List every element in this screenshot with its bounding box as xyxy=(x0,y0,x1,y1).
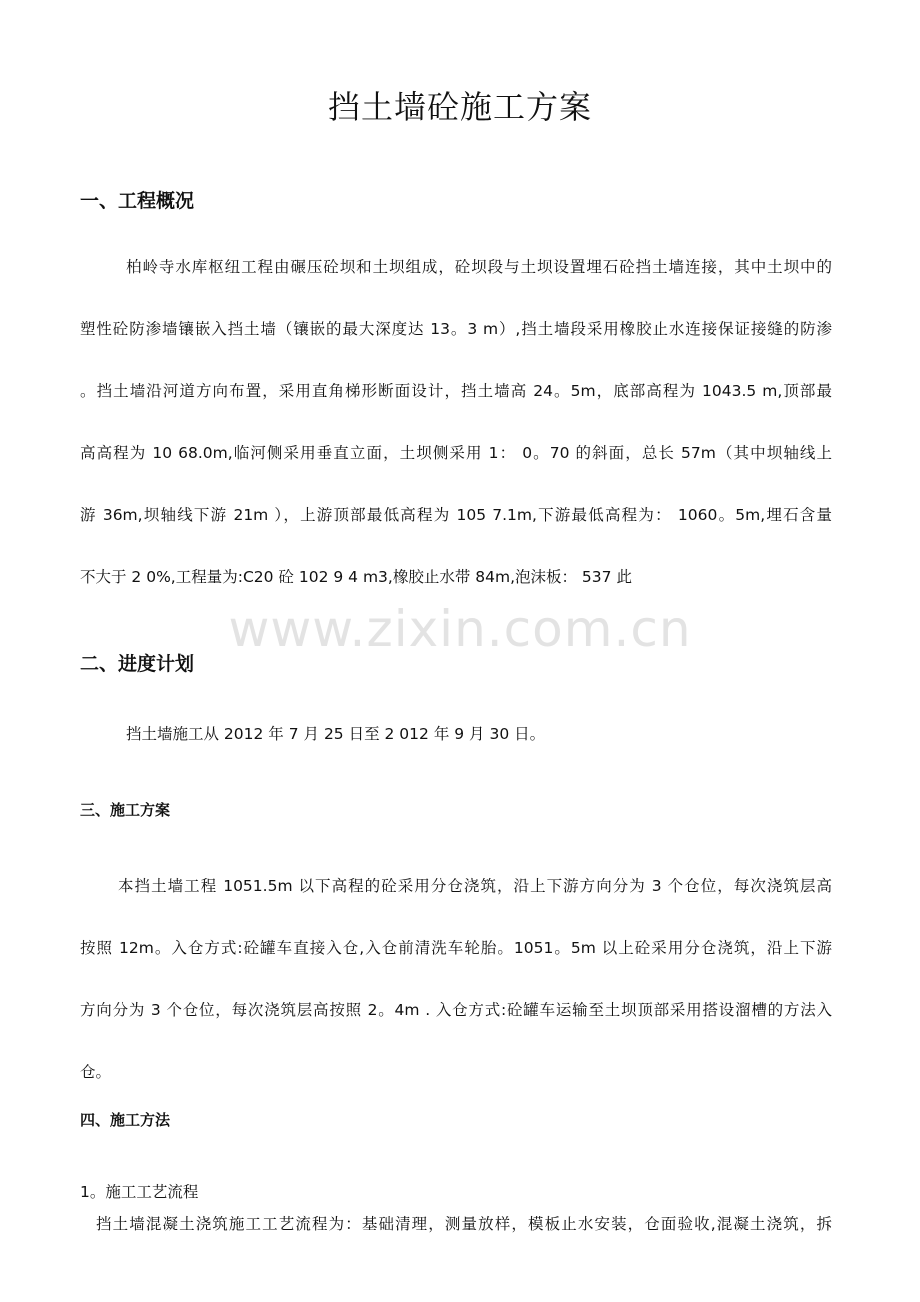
plan-line-1: 本挡土墙工程 1051.5m 以下高程的砼采用分仓浇筑，沿上下游方向分为 3 个仓位，每次浇筑层高 xyxy=(118,877,832,895)
overview-paragraph xyxy=(80,236,832,608)
overview-line-4: 高高程为 10 68.0m,临河侧采用垂直立面，土坝侧采用 1： 0。70 的斜面，总长 57m（其中坝轴线上 xyxy=(80,444,832,462)
overview-line-6: 不大于 2 0%,工程量为:C20 砼 102 9 4 m3,橡胶止水带 84m,泡沫板： 537 此 xyxy=(80,568,632,586)
schedule-text: 挡土墙施工从 2012 年 7 月 25 日至 2 012 年 9 月 30 日。 xyxy=(126,725,546,743)
plan-line-2: 按照 12m。入仓方式:砼罐车直接入仓,入仓前清洗车轮胎。1051。5m 以上砼采用分仓浇筑，沿上下游 xyxy=(80,939,832,957)
plan-paragraph xyxy=(80,855,832,1103)
section-heading-overview: 一、工程概况 xyxy=(80,190,195,212)
subsection-heading-process: 1。施工工艺流程 xyxy=(80,1183,199,1201)
section-heading-method: 四、施工方法 xyxy=(80,1111,171,1129)
plan-line-4: 仓。 xyxy=(80,1063,112,1081)
overview-line-2: 塑性砼防渗墙镶嵌入挡土墙（镶嵌的最大深度达 13。3 m）,挡土墙段采用橡胶止水连接保证接缝的防渗 xyxy=(80,320,832,338)
plan-line-3: 方向分为 3 个仓位，每次浇筑层高按照 2。4m . 入仓方式:砼罐车运输至土坝顶部采用搭设溜槽的方法入 xyxy=(80,1001,832,1019)
document-title: 挡土墙砼施工方案 xyxy=(327,88,592,126)
overview-line-3: 。挡土墙沿河道方向布置，采用直角梯形断面设计，挡土墙高 24。5m，底部高程为 1043.5 m,顶部最 xyxy=(80,382,832,400)
section-heading-plan: 三、施工方案 xyxy=(80,801,171,819)
watermark: www.zixin.com.cn xyxy=(228,600,692,658)
overview-line-1: 柏岭寺水库枢纽工程由碾压砼坝和土坝组成，砼坝段与土坝设置埋石砼挡土墙连接，其中土坝中的 xyxy=(126,258,832,276)
overview-line-5: 游 36m,坝轴线下游 21m ），上游顶部最低高程为 105 7.1m,下游最低高程为： 1060。5m,埋石含量 xyxy=(80,506,832,524)
section-heading-schedule: 二、进度计划 xyxy=(80,653,195,675)
process-line-1: 挡土墙混凝土浇筑施工工艺流程为：基础清理，测量放样，模板止水安装，仓面验收,混凝土浇筑，拆 xyxy=(96,1215,832,1233)
process-paragraph xyxy=(80,1204,832,1244)
